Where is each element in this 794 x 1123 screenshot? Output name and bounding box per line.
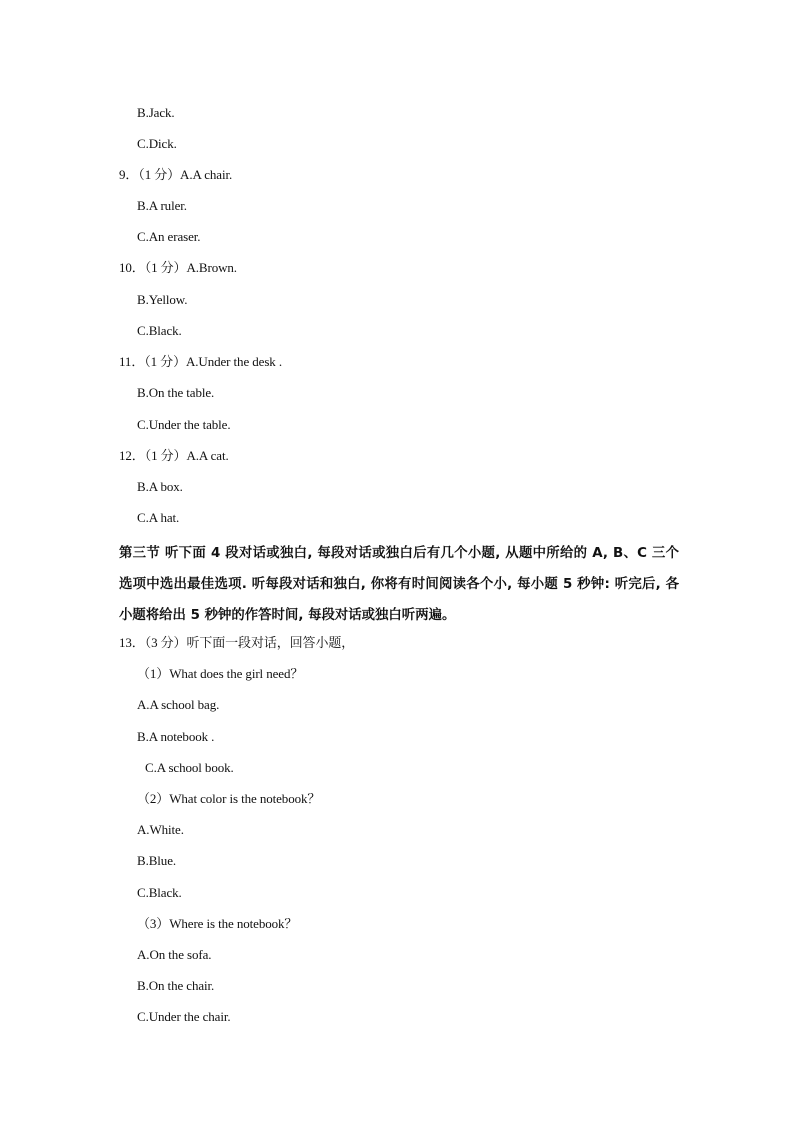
q13-3-option-b: B.On the chair. (137, 978, 215, 993)
question-9: 9．（1 分）A.A chair. (119, 167, 233, 182)
q13-2-option-c: C.Black. (137, 885, 182, 900)
q10-option-c: C.Black. (137, 323, 182, 338)
q13-sub-2: （2）What color is the notebook？ (137, 791, 321, 806)
q13-1-option-a: A.A school bag. (137, 697, 220, 712)
q13-2-option-b: B.Blue. (137, 853, 177, 868)
q9-option-c: C.An eraser. (137, 229, 201, 244)
q13-sub-3: （3）Where is the notebook？ (137, 916, 298, 931)
q13-3-option-a: A.On the sofa. (137, 947, 212, 962)
q13-2-option-a: A.White. (137, 822, 184, 837)
q13-3-option-c: C.Under the chair. (137, 1009, 231, 1024)
q13-1-option-c: C.A school book. (145, 760, 234, 775)
question-13: 13．（3 分）听下面一段对话，回答小题， (119, 635, 355, 650)
question-12: 12．（1 分）A.A cat. (119, 448, 229, 463)
q8-option-c: C.Dick. (137, 136, 177, 151)
q12-option-b: B.A box. (137, 479, 183, 494)
q13-sub-1: （1）What does the girl need？ (137, 666, 304, 681)
q9-option-b: B.A ruler. (137, 198, 187, 213)
q12-option-c: C.A hat. (137, 510, 180, 525)
q10-option-b: B.Yellow. (137, 292, 188, 307)
section-3-instructions: 第三节 听下面 4 段对话或独白, 每段对话或独白后有几个小题, 从题中所给的 A, B、C 三个选项中选出最佳选项. 听每段对话和独白, 你将有时间阅读各个小, 每小题 5 秒钟: 听完后, 各小题将给出 5 秒钟的作答时间, 每段对话或独白听两遍。 (119, 546, 679, 623)
q11-option-c: C.Under the table. (137, 417, 231, 432)
question-11: 11．（1 分）A.Under the desk . (119, 354, 283, 369)
question-10: 10．（1 分）A.Brown. (119, 260, 237, 275)
q8-option-b: B.Jack. (137, 105, 175, 120)
q11-option-b: B.On the table. (137, 385, 215, 400)
q13-1-option-b: B.A notebook . (137, 729, 215, 744)
